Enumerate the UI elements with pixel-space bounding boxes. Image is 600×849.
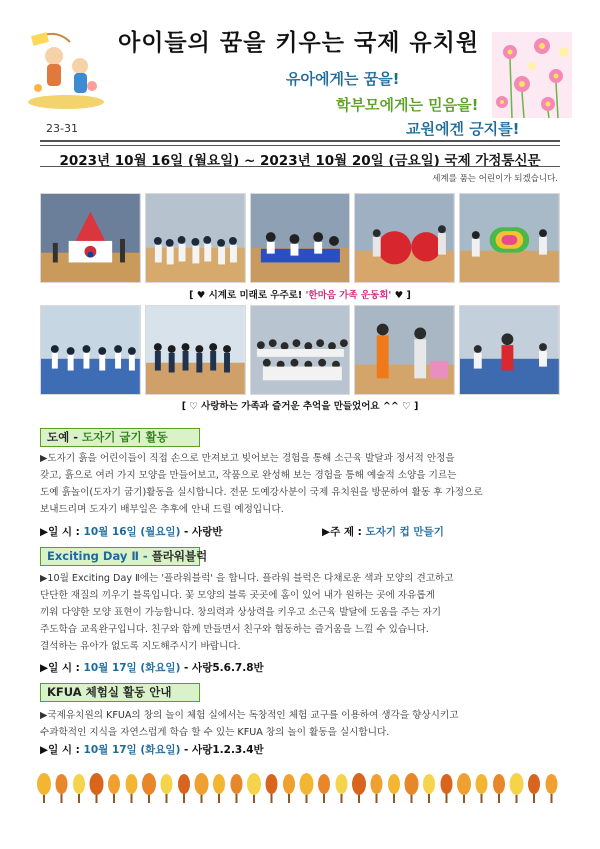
tree-trunk-icon xyxy=(183,794,185,803)
photo-gallery-row-1 xyxy=(40,193,560,283)
section2-heading-accent: 플라워블럭 xyxy=(151,549,208,563)
photo-relay-race xyxy=(459,305,560,395)
tree-trunk-icon xyxy=(481,794,483,803)
tree-crown-icon xyxy=(56,774,68,794)
tree-crown-icon xyxy=(37,773,51,795)
photo-caption-sports-day xyxy=(40,287,560,301)
tree-crown-icon xyxy=(318,774,330,794)
newsletter-header xyxy=(0,0,600,150)
section-body-kfua xyxy=(40,707,562,741)
tree-trunk-icon xyxy=(376,794,378,803)
photo-parachute-game xyxy=(250,193,351,283)
body-line: 끼워 다양한 모양 표현이 가능합니다. 창의력과 상상력을 키우고 소근육 발달에 도움을 주는 자기 xyxy=(40,607,442,618)
tree-trunk-icon xyxy=(533,794,535,803)
date-value: 10월 17일 (화요일) xyxy=(83,662,181,674)
tree-trunk-icon xyxy=(253,794,255,803)
section-heading-exciting-day xyxy=(40,547,208,566)
tree-trunk-icon xyxy=(306,794,308,803)
tree-crown-icon xyxy=(493,774,505,794)
photo-caption-family-memories: [ ♡ 사랑하는 가족과 즐거운 추억을 만들었어요 ^^ ♡ ] xyxy=(181,401,419,412)
tree-crown-icon xyxy=(195,773,209,795)
date-label: ▶일 시 : xyxy=(40,662,84,674)
tree-trunk-icon xyxy=(551,794,553,803)
body-line: ▶도자기 흙을 어린이들이 직접 손으로 만져보고 빚어보는 경험을 통해 소근육 발달과 정서적 안정을 xyxy=(40,453,455,464)
tree-trunk-icon xyxy=(358,794,360,803)
date-value: 10월 16일 (월요일) xyxy=(83,526,181,538)
date-label: ▶일 시 : xyxy=(40,744,84,756)
tree-crown-icon xyxy=(405,773,419,795)
slogan-children: 유아에게는 꿈을! xyxy=(286,70,400,88)
date-value: 10월 17일 (화요일) xyxy=(83,744,181,756)
body-line: ▶국제유치원의 KFUA의 창의 놀이 체험 실에서는 독창적인 체험 교구를 이용하여 생각을 향상시키고 xyxy=(40,710,459,721)
tree-crown-icon xyxy=(161,774,173,794)
section-body-flower-block xyxy=(40,570,562,655)
tree-trunk-icon xyxy=(393,794,395,803)
caption1-highlight: '한마음 가족 운동회' xyxy=(305,290,392,301)
pottery-date-info xyxy=(40,524,223,539)
photo-children-line xyxy=(145,305,246,395)
body-line: 주도학습 교육완구입니다. 친구와 함께 만들면서 친구와 협동하는 즐거움을 느낄 수 있습니다. xyxy=(40,624,429,635)
body-line: 결석하는 유아가 없도록 지도해주시기 바랍니다. xyxy=(40,641,241,652)
tree-crown-icon xyxy=(528,774,540,794)
body-line: 갖고, 흙으로 여러 가지 모양을 만들어보고, 작품으로 완성해 보는 경험을 통해 예술적 소양을 기르는 xyxy=(40,470,457,481)
tree-trunk-icon xyxy=(78,794,80,803)
photo-rainbow-tunnel xyxy=(459,193,560,283)
tree-trunk-icon xyxy=(288,794,290,803)
tree-crown-icon xyxy=(108,774,120,794)
topic-value: 도자기 컵 만들기 xyxy=(365,526,444,538)
tree-crown-icon xyxy=(213,774,225,794)
top-divider xyxy=(40,140,560,146)
tree-trunk-icon xyxy=(516,794,518,803)
topic-label: ▶주 제 : xyxy=(322,526,366,538)
tree-crown-icon xyxy=(266,774,278,794)
tree-crown-icon xyxy=(336,774,348,794)
tree-crown-icon xyxy=(352,773,366,795)
tree-trunk-icon xyxy=(446,794,448,803)
caption1-prefix: [ ♥ 시계로 미래로 우주로! xyxy=(189,290,306,301)
tree-trunk-icon xyxy=(113,794,115,803)
section1-heading-accent: 도자기 굽기 활동 xyxy=(82,430,168,444)
tree-crown-icon xyxy=(371,774,383,794)
body-line: 도예 흙놀이(도자기 굽기)활동을 실시합니다. 전문 도예강사분이 국제 유치원을 방문하여 활동 후 가정으로 xyxy=(40,487,483,498)
body-line: 보내드리며 도자기 배부일은 추후에 안내 드릴 예정입니다. xyxy=(40,504,284,515)
photo-children-dancing xyxy=(40,305,141,395)
class-value: - 사랑5.6.7.8반 xyxy=(180,662,264,674)
class-value: - 사랑반 xyxy=(180,526,223,538)
tree-trunk-icon xyxy=(201,794,203,803)
cosmos-flowers-icon xyxy=(492,32,572,118)
tree-crown-icon xyxy=(126,774,138,794)
body-line: 단단한 재질의 끼우기 블록입니다. 꽃 모양의 블록 곳곳에 홈이 있어 내가 원하는 곳에 자유롭게 xyxy=(40,590,435,601)
pottery-topic-info xyxy=(322,524,444,539)
flower-block-date-info xyxy=(40,660,264,675)
body-line: ▶10월 Exciting Day Ⅱ에는 '플라워블럭' 을 합니다. 플라워 블럭은 다채로운 색과 모양의 견고하고 xyxy=(40,573,454,584)
photo-audience xyxy=(250,305,351,395)
tree-trunk-icon xyxy=(271,794,273,803)
kfua-date-info xyxy=(40,742,264,757)
tree-crown-icon xyxy=(283,774,295,794)
tree-crown-icon xyxy=(476,774,488,794)
section1-heading-prefix: 도예 - xyxy=(47,430,82,444)
section3-heading-accent: KFUA 체험실 활동 안내 xyxy=(47,685,172,699)
tree-trunk-icon xyxy=(463,794,465,803)
kindergarten-title: 아이들의 꿈을 키우는 국제 유치원 xyxy=(118,30,480,56)
section-body-pottery xyxy=(40,450,562,518)
tree-crown-icon xyxy=(300,773,314,795)
tree-crown-icon xyxy=(546,774,558,794)
caption1-suffix: ♥ ] xyxy=(391,290,411,301)
autumn-trees-decoration-icon xyxy=(36,770,566,806)
tree-trunk-icon xyxy=(166,794,168,803)
tree-crown-icon xyxy=(73,774,85,794)
tree-trunk-icon xyxy=(428,794,430,803)
tree-crown-icon xyxy=(231,774,243,794)
tree-crown-icon xyxy=(510,773,524,795)
issue-number: 23-31 xyxy=(46,122,78,135)
section2-heading-prefix: Exciting Day Ⅱ - xyxy=(47,549,152,563)
photo-gallery-row-2 xyxy=(40,305,560,395)
class-value: - 사랑1.2.3.4반 xyxy=(180,744,264,756)
section-heading-pottery xyxy=(40,428,200,447)
tree-trunk-icon xyxy=(323,794,325,803)
sub-slogan: 세계를 품는 어린이가 되겠습니다. xyxy=(432,174,558,184)
tree-trunk-icon xyxy=(43,794,45,803)
photo-crowd-gym xyxy=(145,193,246,283)
tree-trunk-icon xyxy=(218,794,220,803)
tree-trunk-icon xyxy=(411,794,413,803)
children-illustration-icon xyxy=(26,26,106,110)
date-label: ▶일 시 : xyxy=(40,526,84,538)
tree-crown-icon xyxy=(441,774,453,794)
tree-crown-icon xyxy=(247,773,261,795)
body-line: 수과학적인 지식을 자연스럽게 학습 할 수 있는 KFUA 창의 놀이 활동을 실시합니다. xyxy=(40,727,390,738)
tree-crown-icon xyxy=(178,774,190,794)
date-divider xyxy=(40,166,560,167)
tree-trunk-icon xyxy=(236,794,238,803)
tree-trunk-icon xyxy=(341,794,343,803)
tree-trunk-icon xyxy=(61,794,63,803)
tree-crown-icon xyxy=(457,773,471,795)
slogan-parents: 학부모에게는 믿음을! xyxy=(336,96,479,114)
tree-trunk-icon xyxy=(96,794,98,803)
photo-red-balls xyxy=(354,193,455,283)
tree-crown-icon xyxy=(423,774,435,794)
tree-trunk-icon xyxy=(148,794,150,803)
tree-crown-icon xyxy=(90,773,104,795)
tree-trunk-icon xyxy=(498,794,500,803)
tree-crown-icon xyxy=(142,773,156,795)
photo-family-event xyxy=(354,305,455,395)
photo-flag-arch xyxy=(40,193,141,283)
slogan-teachers: 교원에겐 긍지를! xyxy=(406,120,520,138)
tree-crown-icon xyxy=(388,774,400,794)
tree-trunk-icon xyxy=(131,794,133,803)
newsletter-date-line: 2023년 10월 16일 (월요일) ~ 2023년 10월 20일 (금요일) 국제 가정통신문 xyxy=(59,153,541,169)
section-heading-kfua xyxy=(40,683,200,702)
